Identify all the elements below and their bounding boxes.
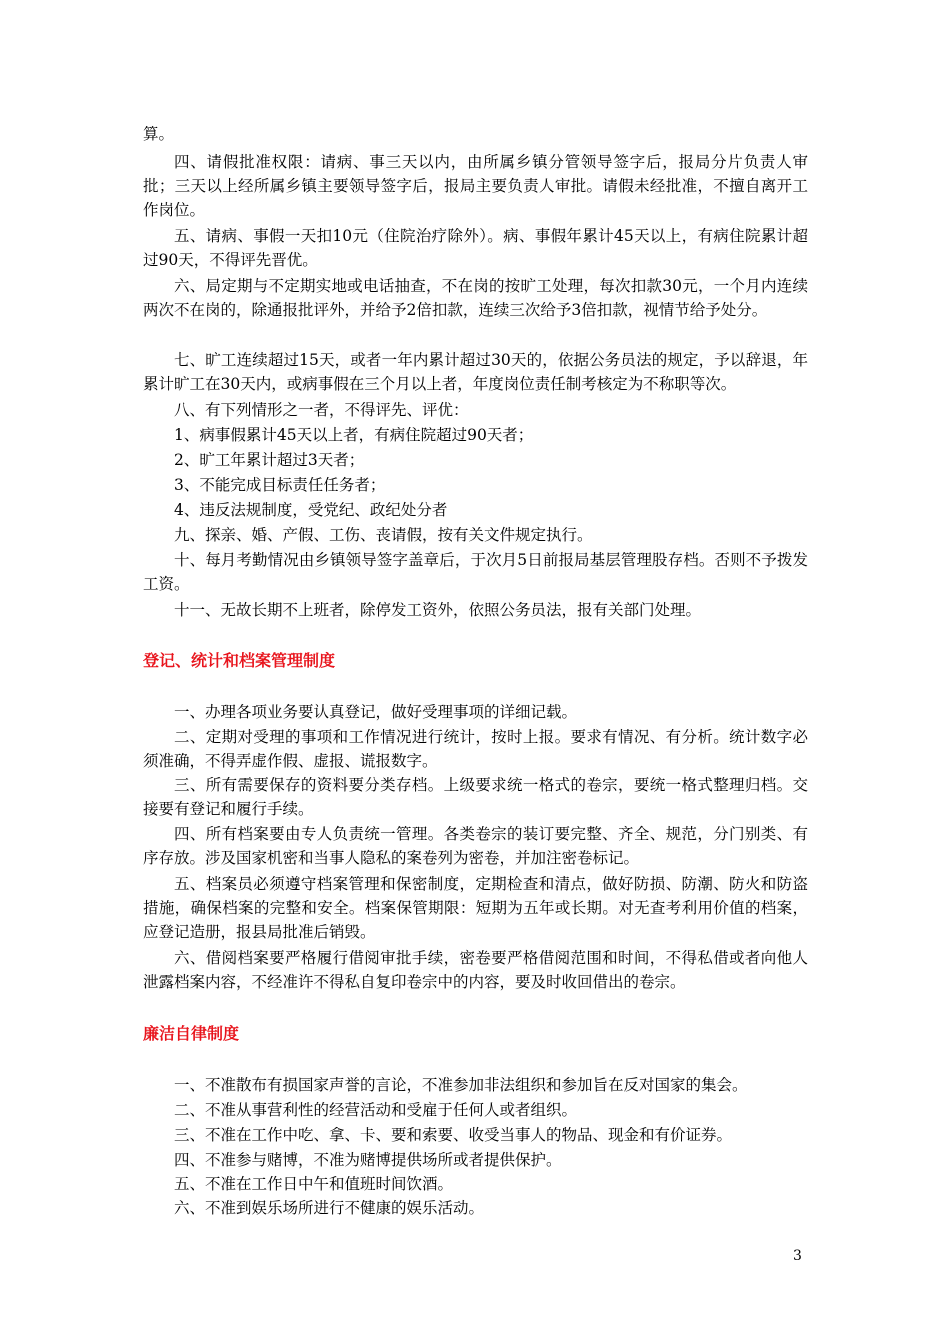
paragraph-absenteeism: 七、旷工连续超过15天，或者一年内累计超过30天的，依据公务员法的规定，予以辞退，年累计旷工在30天内，或病事假在三个月以上者，年度岗位责任制考核定为不称职等次。 xyxy=(143,351,808,393)
paragraph: 六、借阅档案要严格履行借阅审批手续，密卷要严格借阅范围和时间，不得私借或者向他人泄露档案内容，不经准许不得私自复印卷宗中的内容，要及时收回借出的卷宗。 xyxy=(143,949,808,991)
paragraph: 四、所有档案要由专人负责统一管理。各类卷宗的装订要完整、齐全、规范，分门别类、有序存放。涉及国家机密和当事人隐私的案卷列为密卷，并加注密卷标记。 xyxy=(143,825,808,867)
list-item: 1、病事假累计45天以上者，有病住院超过90天者； xyxy=(174,426,534,444)
page-number: 3 xyxy=(793,1248,802,1264)
paragraph: 一、不准散布有损国家声誉的言论，不准参加非法组织和参加旨在反对国家的集会。 xyxy=(174,1076,748,1094)
paragraph: 三、所有需要保存的资料要分类存档。上级要求统一格式的卷宗，要统一格式整理归档。交接要有登记和履行手续。 xyxy=(143,776,808,818)
paragraph: 一、办理各项业务要认真登记，做好受理事项的详细记载。 xyxy=(174,703,578,721)
paragraph-disqualification: 八、有下列情形之一者，不得评先、评优： xyxy=(174,401,469,419)
list-item: 3、不能完成目标责任任务者； xyxy=(174,476,386,494)
paragraph: 五、不准在工作日中午和值班时间饮酒。 xyxy=(174,1175,454,1193)
paragraph: 三、不准在工作中吃、拿、卡、要和索要、收受当事人的物品、现金和有价证券。 xyxy=(174,1126,733,1144)
paragraph-leave-approval: 四、请假批准权限：请病、事三天以内，由所属乡镇分管领导签字后，报局分片负责人审批；三天以上经所属乡镇主要领导签字后，报局主要负责人审批。请假未经批准，不擅自离开工作岗位。 xyxy=(143,153,808,219)
paragraph-leave-deduction: 五、请病、事假一天扣10元（住院治疗除外）。病、事假年累计45天以上，有病住院累计超过90天，不得评先晋优。 xyxy=(143,227,808,269)
paragraph-monthly-attendance: 十、每月考勤情况由乡镇领导签字盖章后，于次月5日前报局基层管理股存档。否则不予拨发工资。 xyxy=(143,551,808,593)
list-item: 2、旷工年累计超过3天者； xyxy=(174,451,365,469)
paragraph: 六、不准到娱乐场所进行不健康的娱乐活动。 xyxy=(174,1199,485,1217)
paragraph-spot-check: 六、局定期与不定期实地或电话抽查，不在岗的按旷工处理，每次扣款30元，一个月内连续两次不在岗的，除通报批评外，并给予2倍扣款，连续三次给予3倍扣款，视情节给予处分。 xyxy=(143,277,808,319)
paragraph: 四、不准参与赌博，不准为赌博提供场所或者提供保护。 xyxy=(174,1151,562,1169)
section-heading: 廉洁自律制度 xyxy=(143,1024,240,1043)
paragraph: 二、定期对受理的事项和工作情况进行统计，按时上报。要求有情况、有分析。统计数字必须准确，不得弄虚作假、虚报、谎报数字。 xyxy=(143,728,808,770)
paragraph-long-absence: 十一、无故长期不上班者，除停发工资外，依照公务员法，报有关部门处理。 xyxy=(174,601,702,619)
section-heading: 登记、统计和档案管理制度 xyxy=(143,651,336,670)
paragraph-continuation: 算。 xyxy=(143,125,175,143)
paragraph-special-leave: 九、探亲、婚、产假、工伤、丧请假，按有关文件规定执行。 xyxy=(174,526,593,544)
paragraph: 二、不准从事营利性的经营活动和受雇于任何人或者组织。 xyxy=(174,1101,578,1119)
list-item: 4、违反法规制度，受党纪、政纪处分者 xyxy=(174,501,448,519)
paragraph: 五、档案员必须遵守档案管理和保密制度，定期检查和清点，做好防损、防潮、防火和防盗措施，确保档案的完整和安全。档案保管期限：短期为五年或长期。对无查考利用价值的档案，应登记造册，报县局批准后销毁。 xyxy=(143,875,808,941)
